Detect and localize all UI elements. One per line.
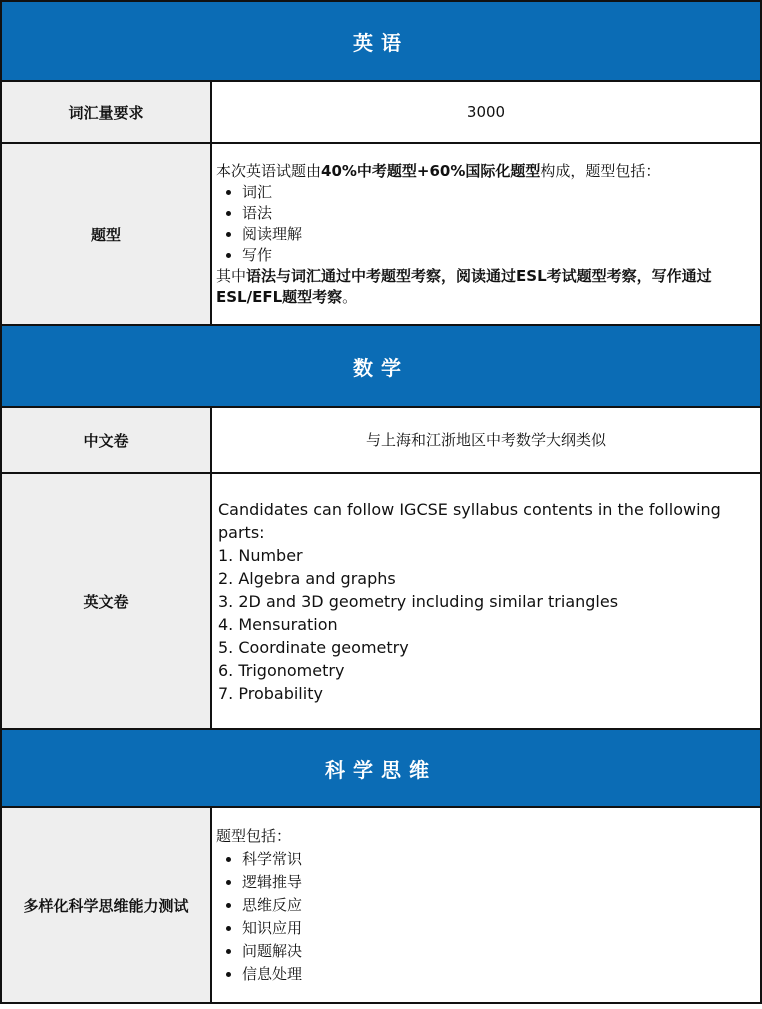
list-item: 3. 2D and 3D geometry including similar triangles bbox=[218, 591, 619, 611]
english-types-row bbox=[0, 142, 762, 324]
intro-tail-text: 构成，题型包括： bbox=[540, 161, 661, 180]
english-section-header bbox=[0, 0, 762, 80]
science-test-label: 多样化科学思维能力测试 bbox=[2, 808, 212, 1002]
math-english-cell bbox=[212, 474, 760, 728]
list-item: 2. Algebra and graphs bbox=[218, 568, 396, 588]
science-test-cell bbox=[212, 808, 760, 1002]
vocab-label: 词汇量要求 bbox=[2, 82, 212, 142]
science-test-list bbox=[216, 848, 756, 986]
intro-bold-text: 40%中考题型+60%国际化题型 bbox=[321, 161, 541, 180]
math-english-label: 英文卷 bbox=[2, 474, 212, 728]
math-section-header bbox=[0, 324, 762, 406]
english-types-cell bbox=[212, 144, 760, 324]
math-chinese-label: 中文卷 bbox=[2, 408, 212, 472]
list-item: 1. Number bbox=[218, 545, 303, 565]
vocab-value: 3000 bbox=[466, 102, 506, 121]
intro-text: 本次英语试题由 bbox=[216, 161, 322, 180]
english-types-note bbox=[216, 266, 756, 308]
english-types-intro bbox=[216, 161, 756, 182]
list-item: 4. Mensuration bbox=[218, 614, 338, 634]
list-item: 6. Trigonometry bbox=[218, 660, 345, 680]
vocab-value-cell bbox=[212, 82, 760, 142]
math-header-text: 数学 bbox=[353, 355, 409, 380]
math-chinese-cell bbox=[212, 408, 760, 472]
list-item: 7. Probability bbox=[218, 683, 323, 703]
list-item: • 词汇 bbox=[242, 182, 756, 203]
list-item: • 信息处理 bbox=[242, 963, 756, 986]
list-item: • 科学常识 bbox=[242, 848, 756, 871]
math-english-row bbox=[0, 472, 762, 728]
math-chinese-row bbox=[0, 406, 762, 472]
list-item: • 问题解决 bbox=[242, 940, 756, 963]
math-english-intro: Candidates can follow IGCSE syllabus contents in the following parts: bbox=[218, 499, 721, 542]
vocab-row bbox=[0, 80, 762, 142]
science-test-row bbox=[0, 806, 762, 1004]
list-item: • 写作 bbox=[242, 245, 756, 266]
english-types-list bbox=[216, 182, 756, 266]
note-tail-text: 。 bbox=[342, 287, 358, 306]
list-item: • 逻辑推导 bbox=[242, 871, 756, 894]
note-bold-text: 语法与词汇通过中考题型考察，阅读通过ESL考试题型考察，写作通过ESL/EFL题型考察 bbox=[216, 266, 712, 306]
list-item: • 语法 bbox=[242, 203, 756, 224]
note-text: 其中 bbox=[216, 266, 247, 285]
list-item: • 知识应用 bbox=[242, 917, 756, 940]
list-item: • 阅读理解 bbox=[242, 224, 756, 245]
english-header-text: 英语 bbox=[353, 30, 409, 55]
science-header-text: 科学思维 bbox=[325, 757, 437, 782]
list-item: 5. Coordinate geometry bbox=[218, 637, 409, 657]
science-test-intro: 题型包括： bbox=[216, 826, 292, 845]
science-section-header bbox=[0, 728, 762, 806]
english-types-label: 题型 bbox=[2, 144, 212, 324]
math-chinese-value: 与上海和江浙地区中考数学大纲类似 bbox=[365, 430, 606, 449]
list-item: • 思维反应 bbox=[242, 894, 756, 917]
